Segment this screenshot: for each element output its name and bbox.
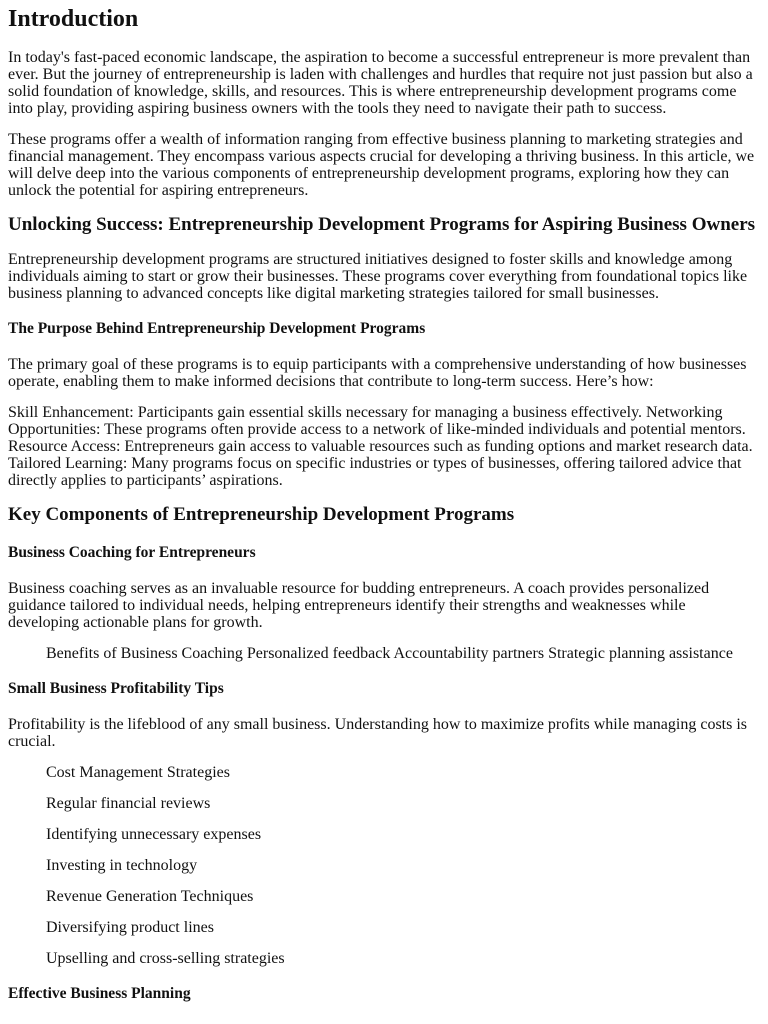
section-heading: Unlocking Success: Entrepreneurship Development Programs for Aspiring Business Owners [8,214,756,235]
paragraph: Entrepreneurship development programs are structured initiatives designed to foster skills and knowledge among individuals aiming to start or grow their businesses. These programs cover everything from foundational topics like business planning to advanced concepts like digital marketing strategies tailored for small businesses. [8,251,748,302]
page-title: Introduction [8,6,139,32]
subsection-heading: The Purpose Behind Entrepreneurship Development Programs [8,320,426,337]
list-item: Cost Management Strategies [46,764,230,781]
list-item: Revenue Generation Techniques [46,888,254,905]
paragraph: Business coaching serves as an invaluable resource for budding entrepreneurs. A coach provides personalized guidance tailored to individual needs, helping entrepreneurs identify their strengths and weaknesses while developing actionable plans for growth. [8,580,710,631]
list-item: Investing in technology [46,857,198,874]
subsection-heading: Small Business Profitability Tips [8,680,224,697]
list-item: Identifying unnecessary expenses [46,826,262,843]
paragraph: The primary goal of these programs is to equip participants with a comprehensive understanding of how businesses operate, enabling them to make informed decisions that contribute to long-term success. Here’s how: [8,356,747,390]
intro-paragraph: These programs offer a wealth of information ranging from effective business planning to marketing strategies and financial management. They encompass various aspects crucial for developing a thriving business. In this article, we will delve deep into the various components of entrepreneurship development programs, exploring how they can unlock the potential for aspiring entrepreneurs. [8,131,755,199]
intro-paragraph: In today's fast-paced economic landscape, the aspiration to become a successful entrepreneur is more prevalent than ever. But the journey of entrepreneurship is laden with challenges and hurdles that require not just passion but also a solid foundation of knowledge, skills, and resources. This is where entrepreneurship development programs come into play, providing aspiring business owners with the tools they need to navigate their path to success. [8,49,753,117]
list-item: Benefits of Business Coaching Personalized feedback Accountability partners Strategic planning assistance [46,645,733,662]
paragraph: Skill Enhancement: Participants gain essential skills necessary for managing a business effectively. Networking Opportunities: These programs often provide access to a network of like-minded individuals and potential mentors. Resource Access: Entrepreneurs gain access to valuable resources such as funding options and market research data. Tailored Learning: Many programs focus on specific industries or types of businesses, offering tailored advice that directly applies to participants’ aspirations. [8,404,753,489]
paragraph: Profitability is the lifeblood of any small business. Understanding how to maximize profits while managing costs is crucial. [8,716,748,750]
list-item: Regular financial reviews [46,795,211,812]
subsection-heading: Business Coaching for Entrepreneurs [8,544,256,561]
list-item: Upselling and cross-selling strategies [46,950,285,967]
list-item: Diversifying product lines [46,919,214,936]
subsection-heading: Effective Business Planning [8,985,191,1002]
section-heading: Key Components of Entrepreneurship Development Programs [8,504,515,525]
